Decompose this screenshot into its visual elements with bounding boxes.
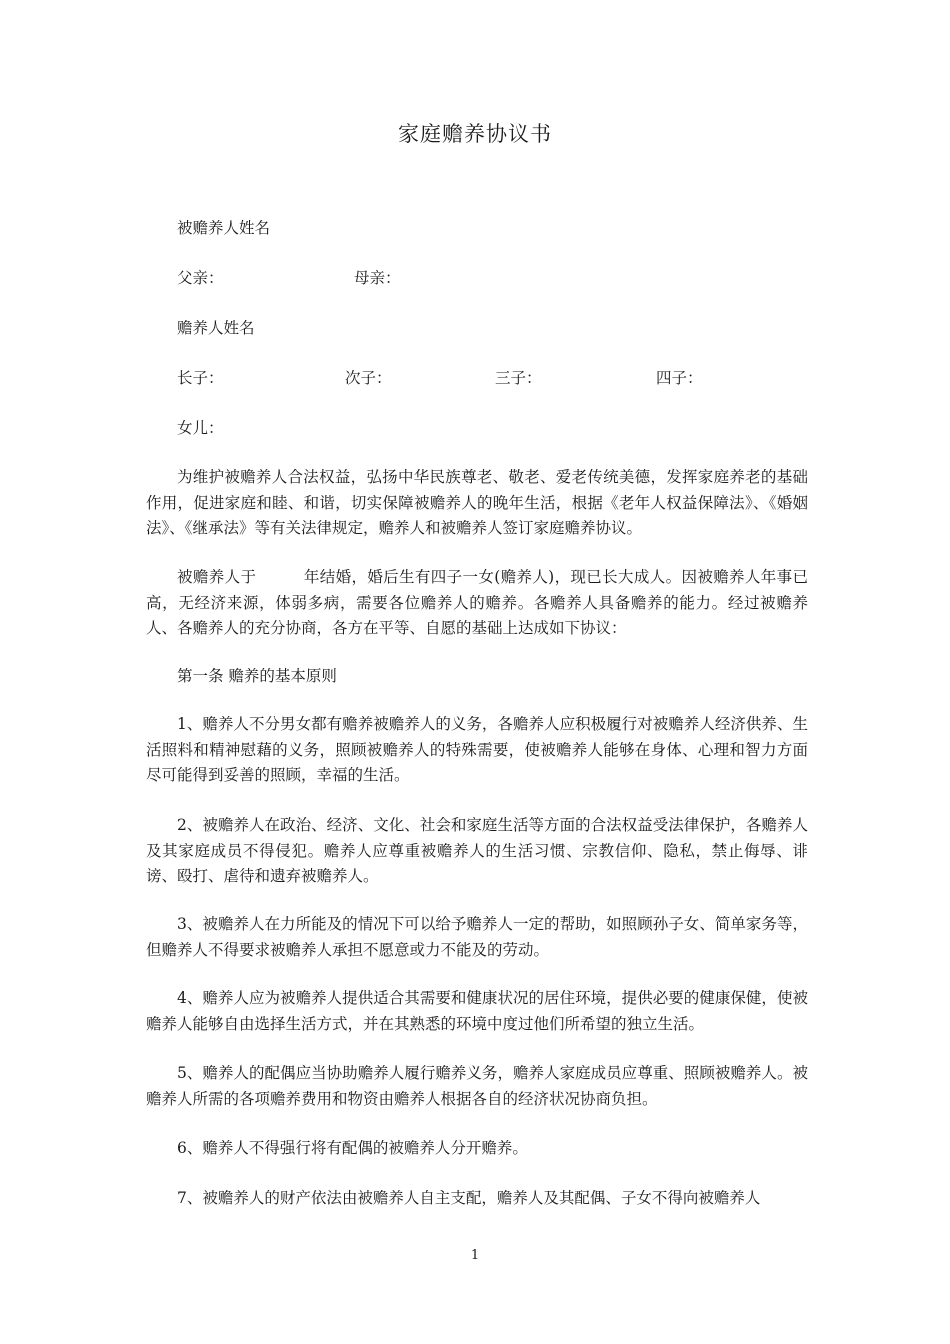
background-paragraph: 被赡养人于 年结婚，婚后生有四子一女(赡养人)，现已长大成人。因被赡养人年事已高，无经济来源，体弱多病，需要各位赡养人的赡养。各赡养人具备赡养的能力。经过被赡养人、各赡养人的充分协商，各方在平等、自愿的基础上达成如下协议： <box>146 568 808 637</box>
clause-4: 4、赡养人应为被赡养人提供适合其需要和健康状况的居住环境，提供必要的健康保健，使被赡养人能够自由选择生活方式，并在其熟悉的环境中度过他们所希望的独立生活。 <box>146 989 808 1033</box>
clause-1: 1、赡养人不分男女都有赡养被赡养人的义务，各赡养人应积极履行对被赡养人经济供养、生活照料和精神慰藉的义务，照顾被赡养人的特殊需要，使被赡养人能够在身体、心理和智力方面尽可能得到妥善的照顾，幸福的生活。 <box>146 715 808 784</box>
eldest-son-label: 长子： <box>177 369 224 387</box>
article-one-heading: 第一条 赡养的基本原则 <box>177 667 337 685</box>
daughter-label: 女儿： <box>177 419 224 437</box>
supported-persons-label: 被赡养人姓名 <box>177 219 271 237</box>
father-label: 父亲： <box>177 269 224 287</box>
document-title: 家庭赡养协议书 <box>398 122 552 146</box>
clause-5: 5、赡养人的配偶应当协助赡养人履行赡养义务，赡养人家庭成员应尊重、照顾被赡养人。被赡养人所需的各项赡养费用和物资由赡养人根据各自的经济状况协商负担。 <box>146 1064 808 1108</box>
supporters-label: 赡养人姓名 <box>177 319 255 337</box>
preamble-paragraph: 为维护被赡养人合法权益，弘扬中华民族尊老、敬老、爱老传统美德，发挥家庭养老的基础作用，促进家庭和睦、和谐，切实保障被赡养人的晚年生活，根据《老年人权益保障法》、《婚姻法》、《继承法》等有关法律规定，赡养人和被赡养人签订家庭赡养协议。 <box>146 468 808 537</box>
second-son-label: 次子： <box>345 369 392 387</box>
third-son-label: 三子： <box>495 369 542 387</box>
clause-6: 6、赡养人不得强行将有配偶的被赡养人分开赡养。 <box>177 1139 528 1157</box>
fourth-son-label: 四子： <box>656 369 703 387</box>
mother-label: 母亲： <box>354 269 401 287</box>
page-number: 1 <box>470 1248 480 1263</box>
clause-2: 2、被赡养人在政治、经济、文化、社会和家庭生活等方面的合法权益受法律保护，各赡养人及其家庭成员不得侵犯。赡养人应尊重被赡养人的生活习惯、宗教信仰、隐私，禁止侮辱、诽谤、殴打、虐待和遗弃被赡养人。 <box>146 816 808 885</box>
clause-7: 7、被赡养人的财产依法由被赡养人自主支配，赡养人及其配偶、子女不得向被赡养人 <box>177 1189 761 1207</box>
clause-3: 3、被赡养人在力所能及的情况下可以给予赡养人一定的帮助，如照顾孙子女、简单家务等，但赡养人不得要求被赡养人承担不愿意或力不能及的劳动。 <box>146 915 808 959</box>
